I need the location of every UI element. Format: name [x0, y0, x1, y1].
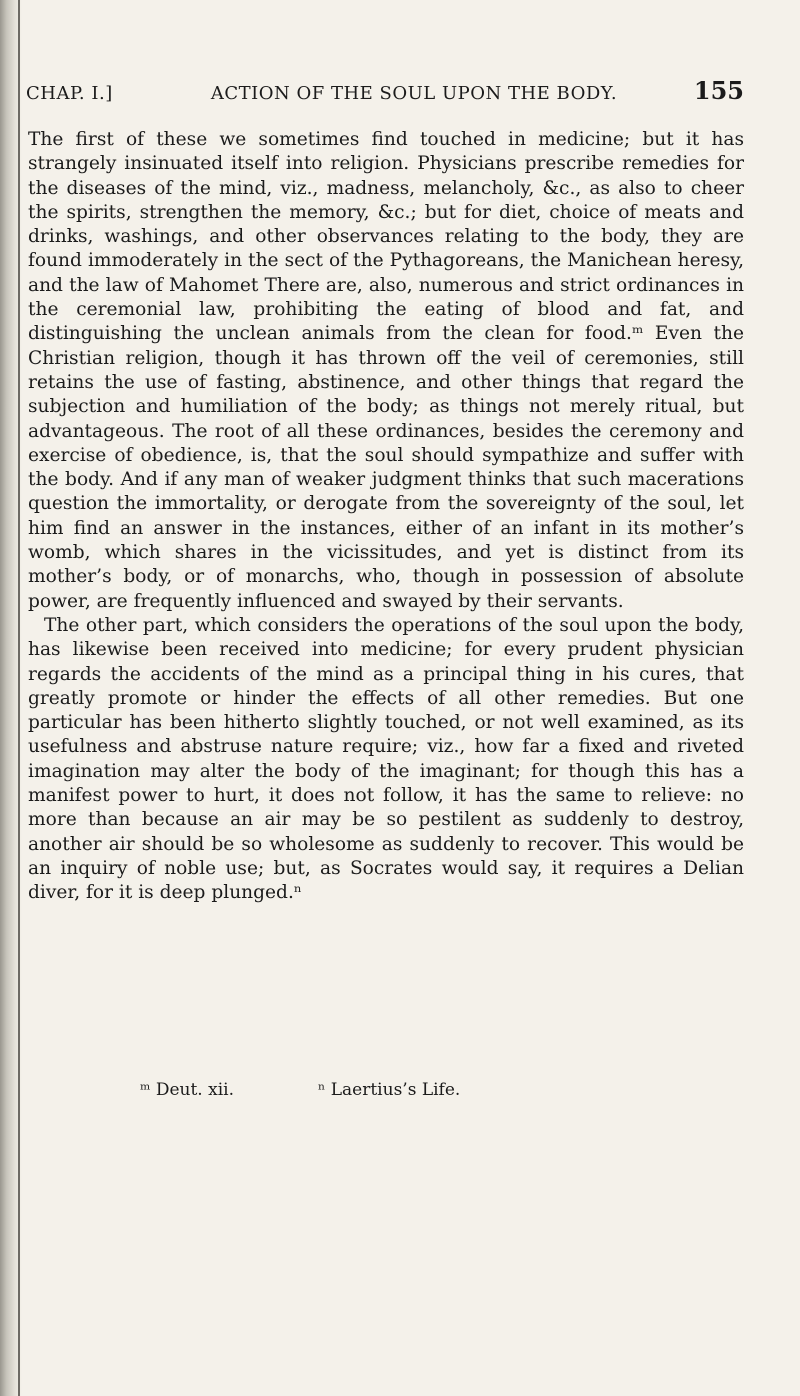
paragraph-1: The first of these we sometimes find touched in medicine; but it has strangely insinuated itself into religion. Physicians prescribe remedies for the diseases of the mind, viz., madness, melancholy, &c., as also to cheer the spirits, strengthen the memory, &c.; but for diet, choice of meats and drinks, washings, and other observances relating to the body, they are found immoderately in the sect of the Pythagoreans, the Manichean heresy, and the law of Mahomet There are, also, numerous and strict ordinances in the ceremonial law, prohibiting the eating of blood and fat, and distinguishing the unclean animals from the clean for food.ᵐ Even the Christian religion, though it has thrown off the veil of ceremonies, still retains the use of fasting, abstinence, and other things that regard the subjection and humiliation of the body; as things not merely ritual, but advantageous. The root of all these ordinances, besides the ceremony and exercise of obedience, is, that the soul should sympathize and suffer with the body. And if any man of weaker judgment thinks that such macerations question the immortality, or derogate from the sovereignty of the soul, let him find an answer in the instances, either of an infant in its mother’s womb, which shares in the vicissitudes, and yet is distinct from its mother’s body, or of monarchs, who, though in possession of absolute power, are frequently influenced and swayed by their servants.	[28, 129, 744, 612]
paragraph-2: The other part, which considers the operations of the soul upon the body, has likewise been received into medicine; for every prudent physician regards the accidents of the mind as a principal thing in his cures, that greatly promote or hinder the effects of all other remedies. But one particular has been hitherto slightly touched, or not well examined, as its usefulness and abstruse nature require; viz., how far a fixed and riveted imagination may alter the body of the imaginant; for though this has a manifest power to hurt, it does not follow, it has the same to relieve: no more than because an air may be so pestilent as suddenly to destroy, another air should be so wholesome as suddenly to recover. This would be an inquiry of noble use; but, as Socrates would say, it requires a Delian diver, for it is deep plunged.ⁿ	[28, 614, 744, 904]
running-title: ACTION OF THE SOUL UPON THE BODY.	[210, 83, 618, 104]
footnotes	[28, 1080, 744, 1100]
footnote-n: ⁿ Laertius’s Life.	[317, 1080, 461, 1100]
body-text	[28, 128, 744, 906]
page-number: 155	[693, 76, 744, 105]
page-edge-line	[18, 0, 20, 1396]
running-header	[26, 76, 744, 106]
footnote-m: ᵐ Deut. xii.	[140, 1080, 234, 1100]
chapter-label: CHAP. I.]	[26, 83, 113, 104]
